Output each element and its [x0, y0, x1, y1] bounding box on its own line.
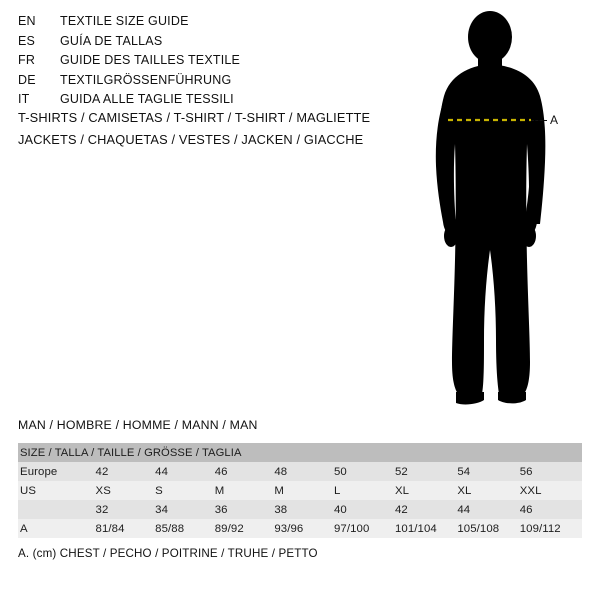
cell: 81/84: [95, 522, 125, 535]
cell: 38: [274, 503, 288, 516]
cell: S: [155, 484, 163, 497]
male-silhouette-figure: [398, 10, 594, 410]
language-text: TEXTILE SIZE GUIDE: [60, 14, 189, 28]
cell: 46: [214, 465, 228, 478]
language-code: ES: [18, 33, 36, 48]
cell: 48: [274, 465, 288, 478]
cell: M: [214, 484, 225, 497]
silhouette-icon: [398, 10, 594, 410]
cell: 36: [214, 503, 228, 516]
language-text: TEXTILGRÖSSENFÜHRUNG: [60, 72, 232, 87]
measure-marker-label: A: [550, 113, 559, 127]
table-row: [18, 481, 582, 500]
row-label: Europe: [20, 465, 58, 478]
category-list: [18, 110, 378, 154]
table-header-label: SIZE / TALLA / TAILLE / GRÖSSE / TAGLIA: [20, 446, 242, 459]
language-row: [18, 92, 358, 112]
cell: 42: [394, 503, 408, 516]
cell: 34: [155, 503, 169, 516]
language-code: IT: [18, 92, 30, 106]
cell: 101/104: [394, 522, 437, 535]
cell: 46: [519, 503, 533, 516]
language-text: GUIDE DES TAILLES TEXTILE: [60, 53, 241, 67]
cell: 44: [457, 503, 471, 516]
row-label: US: [20, 484, 37, 497]
cell: 52: [394, 465, 408, 478]
footnote-text: A. (cm) CHEST / PECHO / POITRINE / TRUHE / PETTO: [18, 547, 318, 560]
cell: XS: [95, 484, 111, 497]
language-code: DE: [18, 72, 36, 87]
cell: L: [333, 484, 341, 497]
table-row: [18, 519, 582, 538]
language-row: [18, 53, 358, 73]
cell: M: [274, 484, 284, 497]
cell: 105/108: [457, 522, 500, 535]
language-row: [18, 14, 358, 34]
table-header-row: [18, 443, 582, 462]
table-row: [18, 462, 582, 481]
category-jackets: JACKETS / CHAQUETAS / VESTES / JACKEN / GIACCHE: [18, 132, 364, 147]
cell: 54: [457, 465, 471, 478]
language-row: [18, 73, 358, 93]
cell: 85/88: [155, 522, 185, 535]
marker-dash-line: [531, 120, 547, 121]
language-text: GUIDA ALLE TAGLIE TESSILI: [60, 92, 234, 106]
category-tshirts: T-SHIRTS / CAMISETAS / T-SHIRT / T-SHIRT / MAGLIETTE: [18, 110, 371, 125]
table-row: [18, 500, 582, 519]
language-text: GUÍA DE TALLAS: [60, 33, 163, 48]
cell: 109/112: [519, 522, 561, 535]
language-list: [18, 14, 358, 112]
cell: 32: [95, 503, 109, 516]
cell: XL: [394, 484, 410, 497]
row-label: A: [20, 522, 28, 535]
cell: 93/96: [274, 522, 304, 535]
size-table: [18, 443, 582, 538]
row-label: [18, 500, 96, 519]
cell: 42: [95, 465, 109, 478]
table-section-title: MAN / HOMBRE / HOMME / MANN / MAN: [18, 418, 258, 432]
cell: XXL: [519, 484, 542, 497]
language-code: EN: [18, 14, 36, 28]
cell: 89/92: [214, 522, 244, 535]
cell: 44: [155, 465, 169, 478]
language-row: [18, 34, 358, 54]
cell: 97/100: [333, 522, 370, 535]
cell: XL: [457, 484, 472, 497]
cell: 50: [333, 465, 347, 478]
cell: 40: [333, 503, 347, 516]
cell: 56: [519, 465, 533, 478]
language-code: FR: [18, 53, 36, 67]
